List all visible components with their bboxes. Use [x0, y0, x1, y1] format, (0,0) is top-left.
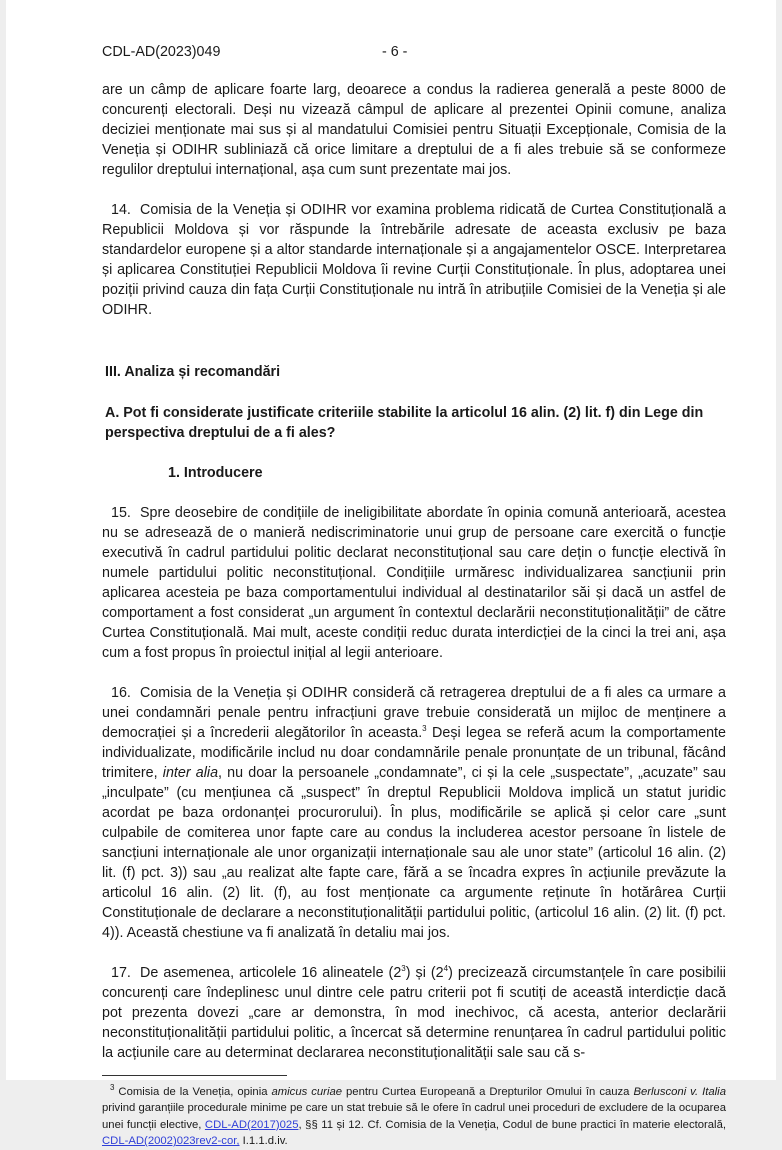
- paragraph-number: 17.: [111, 965, 131, 981]
- subsubsection-heading: 1. Introducere: [168, 465, 263, 481]
- page-number: - 6 -: [382, 44, 408, 60]
- footnote-text: pentru Curtea Europeană a Drepturilor Omului în cauza: [342, 1086, 634, 1098]
- paragraph-number: 15.: [111, 505, 131, 521]
- italic-term: amicus curiae: [271, 1086, 343, 1098]
- intro-paragraph: are un câmp de aplicare foarte larg, deoarece a condus la radierea generală a peste 8000 de concurenți electorali. Deși nu vizează câmpul de aplicare al prezentei Opinii comune, analiza deciziei menționate mai sus și al mandatului Comisiei pentru Situații Excepționale, Comisia de la Veneția și ODIHR subliniază că orice limitare a dreptului de a fi ales trebuie să se conformeze regulilor dreptului internațional, așa cum sunt prezentate mai jos.: [102, 82, 726, 178]
- paragraph-17: [102, 963, 726, 1063]
- paragraph-text: ) precizează circumstanțele în care posibilii concurenți care îndeplinesc unul dintre cele patru criterii pot fi scutiți de această interdicție dacă pot prezenta dovezi „care ar demonstra, în mod inechivoc, că acesta, anterior declarării neconstituționalității partidului politic, a încercat să determine renunțarea în cadrul partidului politic la acțiunile care au determinat declararea neconstituționalității sale sau că s-: [102, 965, 726, 1061]
- paragraph-number: 16.: [111, 685, 131, 701]
- reference-link-cdl-ad-2002-023[interactable]: CDL-AD(2002)023rev2-cor,: [102, 1135, 240, 1148]
- reference-link-cdl-ad-2017-025[interactable]: CDL-AD(2017)025: [204, 1118, 299, 1131]
- paragraph-text: Deși legea se referă acum la comportamente individualizate, modificările includ nu doar condamnările penale pronunțate de un tribunal, făcând trimitere,: [102, 725, 726, 781]
- italic-case-name: Berlusconi v. Italia: [633, 1086, 726, 1098]
- footnote-separator: [102, 1075, 287, 1076]
- footnote-reference[interactable]: 3: [422, 724, 427, 734]
- footnote-text: Comisia de la Veneția, opinia: [114, 1086, 272, 1098]
- footnote-3: [102, 1084, 726, 1150]
- paragraph-text: De asemenea, articolele 16 alineatele (2: [140, 965, 402, 981]
- superscript: 4: [443, 964, 449, 974]
- document-page: [6, 0, 776, 1148]
- subsection-heading: A. Pot fi considerate justificate criteriile stabilite la articolul 16 alin. (2) lit. f) din Lege din perspectiva dreptului de a fi ales?: [105, 405, 704, 441]
- paragraph-16: [102, 683, 726, 943]
- italic-term: inter alia: [162, 765, 219, 781]
- document-id: CDL-AD(2023)049: [102, 44, 221, 60]
- paragraph-text: Spre deosebire de condițiile de ineligibilitate abordate în opinia comună anterioară, acestea nu se adresează de o manieră nediscriminatorie unui grup de persoane care exercită o funcție executivă în cadrul partidului politic declarat neconstituțional sau care dețin o funcție electivă în numele partidului politic neconstituțional. Condițiile urmăresc individualizarea sancțiunii prin aplicarea acesteia pe baza comportamentului individual al destinatarilor săi și dacă un astfel de comportament a fost considerat „un argument în contextul declarării neconstituționalității” de către Curtea Constituțională. Mai mult, aceste condiții reduc durata interdicției de la cinci la trei ani, așa cum a fost propus în proiectul inițial al legii anterioare.: [102, 505, 726, 661]
- footnote-mark: 3: [110, 1083, 115, 1093]
- section-heading: III. Analiza și recomandări: [105, 364, 281, 380]
- page-content: [102, 42, 726, 1150]
- paragraph-number: 14.: [111, 202, 131, 218]
- paragraph-15: [102, 503, 726, 663]
- paragraph-text: , nu doar la persoanele „condamnate”, ci și la cele „suspectate”, „acuzate” sau „inculpate” (cu mențiunea că „suspect” în dreptul Republicii Moldova implică un statut juridic acordat pe baza ordonanței procurorului). În plus, modificările se aplică și celor care „sunt culpabile de comiterea unor fapte care au condus la includerea acestor persoane în listele de sancțiuni internaționale ale unor organizații internaționale sau ale unor state” (articolul 16 alin. (2) lit. (f) pct. 3)) sau „au realizat alte fapte care, fără a se încadra expres în acțiunile prevăzute la articolul 16 alin. (2) lit. (f), au fost menționate ca argumente reținute în hotărârea Curții Constituționale de declarare a neconstituționalității partidului politic, (articolul 16 alin. (2) lit. (f) pct. 4)). Această chestiune va fi analizată în detaliu mai jos.: [102, 765, 726, 941]
- paragraph-text: Comisia de la Veneția și ODIHR consideră că retragerea dreptului de a fi ales ca urmare a unei condamnări penale pentru infracțiuni grave trebuie considerată un mijloc de menținere a democrației și a încrederii alegătorilor în aceasta.: [102, 685, 726, 741]
- footnote-text: privind garanțiile procedurale minime pe care un stat trebuie să le ofere în cadrul unei proceduri de excludere de la ocuparea unei funcții elective,: [102, 1102, 726, 1131]
- paragraph-text: ) și (2: [405, 965, 444, 981]
- page-header: [102, 42, 726, 64]
- footnote-text: , §§ 11 și 12. Cf. Comisia de la Veneția, Codul de bune practici în materie electorală,: [298, 1118, 726, 1131]
- paragraph-text: Comisia de la Veneția și ODIHR vor examina problema ridicată de Curtea Constituțională a Republicii Moldova și vor răspunde la întrebările adresate de aceasta exclusiv pe baza standardelor europene și a altor standarde internaționale și a angajamentelor OSCE. Interpretarea și aplicarea Constituției Republicii Moldova îi revine Curții Constituționale. În plus, adoptarea unei poziții privind cauza din fața Curții Constituționale nu intră în atribuțiile Comisiei de la Veneția și ale ODIHR.: [102, 202, 726, 318]
- footnote-text: I.1.1.d.iv.: [239, 1135, 288, 1148]
- paragraph-14: [102, 200, 726, 320]
- superscript: 3: [401, 964, 406, 974]
